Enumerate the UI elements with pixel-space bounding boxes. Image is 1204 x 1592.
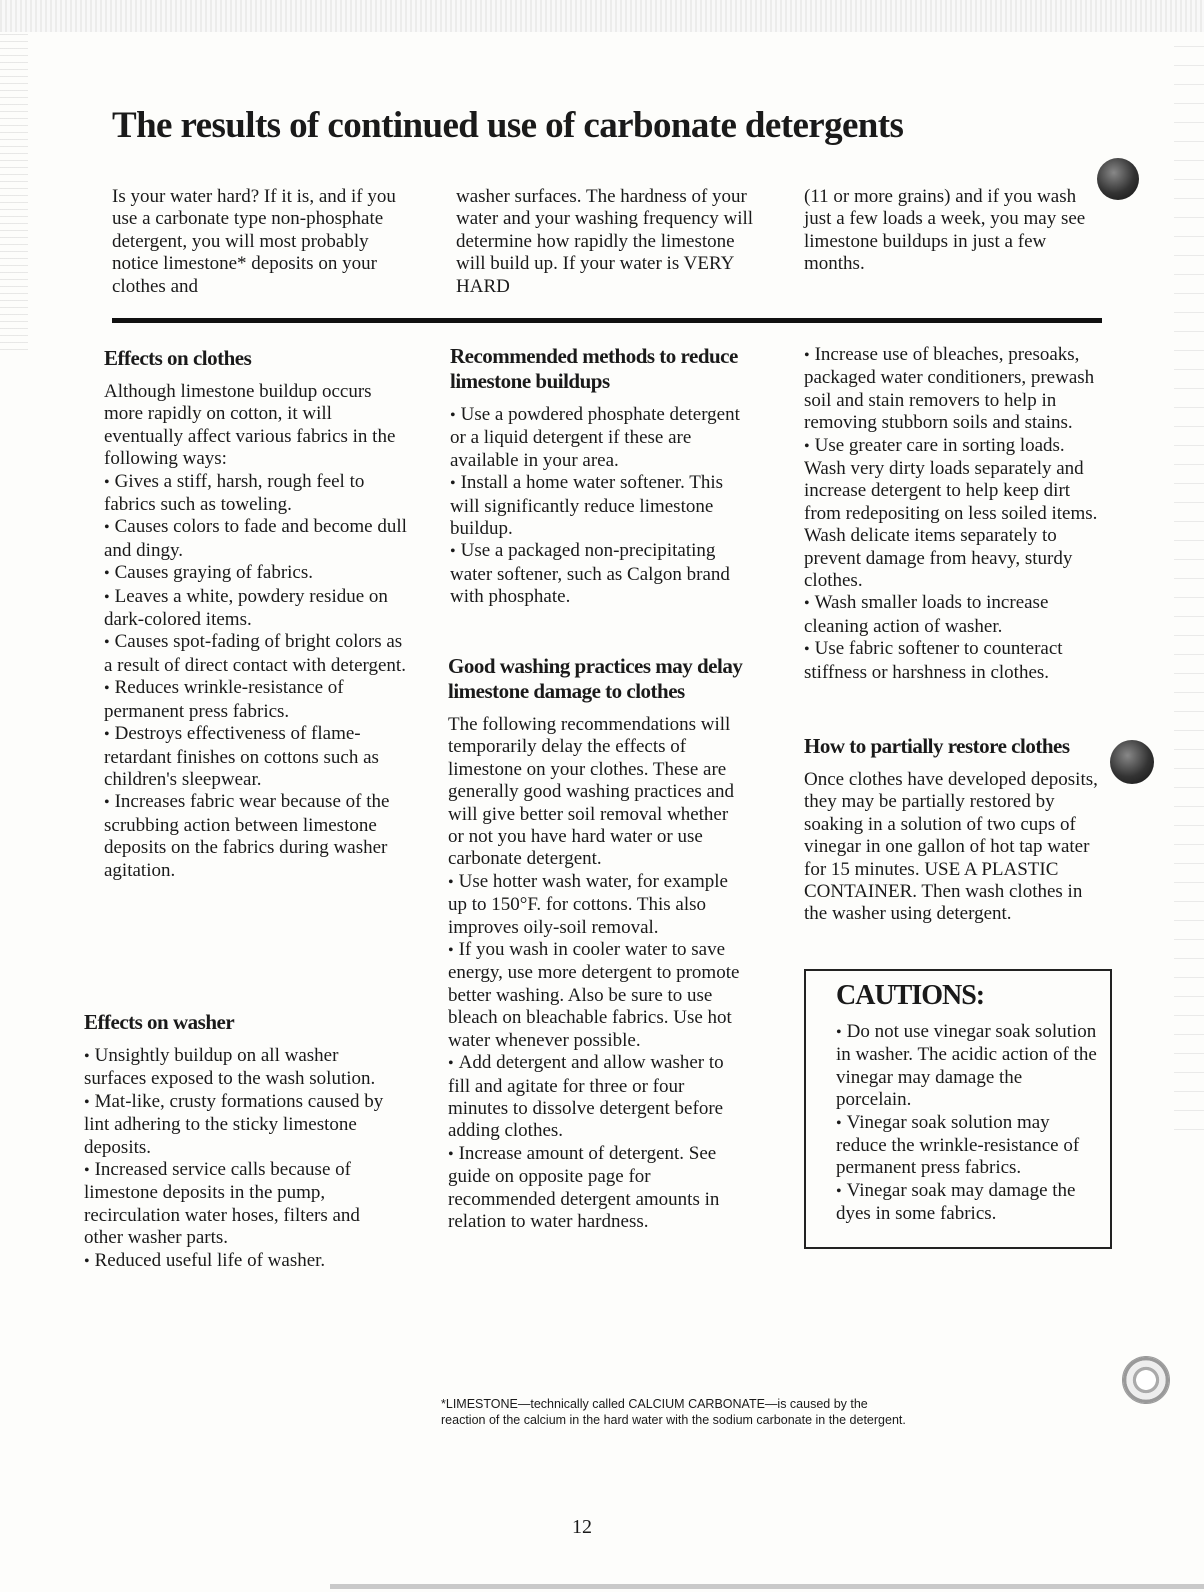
list-item: • Increased service calls because of limestone deposits in the pump, recirculation water hoses, filters and other washer parts.: [84, 1159, 394, 1250]
list-item: • Causes spot-fading of bright colors as a result of direct contact with detergent.: [104, 631, 414, 677]
good-practices-continued: [804, 344, 1106, 684]
list-item: • Gives a stiff, harsh, rough feel to fabrics such as toweling.: [104, 471, 414, 517]
footnote: [441, 1396, 1041, 1428]
effects-clothes-heading: Effects on clothes: [104, 346, 252, 370]
list-item: • Use a packaged non-precipitating water softener, such as Calgon brand with phosphate.: [450, 540, 750, 608]
page-number: 12: [572, 1516, 592, 1538]
scan-artifact-left: [0, 30, 28, 350]
list-item: • Reduces wrinkle-resistance of permanent press fabrics.: [104, 677, 414, 723]
list-item: • Increase use of bleaches, presoaks, packaged water conditioners, prewash soil and stain removers to help in removing stubborn soils and stains.: [804, 344, 1106, 435]
good-practices-heading: Good washing practices may delay limestone damage to clothes: [448, 654, 743, 703]
list-item: • Increases fabric wear because of the scrubbing action between limestone deposits on the fabrics during washer agitation.: [104, 791, 414, 882]
effects-washer-heading: Effects on washer: [84, 1010, 235, 1034]
cautions-box: [804, 969, 1112, 1249]
restore-heading: How to partially restore clothes: [804, 734, 1070, 758]
list-item: • Mat-like, crusty formations caused by lint adhering to the sticky limestone deposits.: [84, 1091, 394, 1159]
restore-text: Once clothes have developed deposits, they may be partially restored by soaking in a solution of two cups of vinegar in one gallon of hot tap water for 15 minutes. USE A PLASTIC CONTAINER. Then wash clothes in the washer using detergent.: [804, 769, 1098, 925]
good-practices-intro: The following recommendations will temporarily delay the effects of limestone on your clothes. These are generally good washing practices and will give better soil removal whether or not you have hard water or use carbonate detergent.: [448, 714, 734, 870]
intro-text-1: Is your water hard? If it is, and if you use a carbonate type non-phosphate detergent, you will most probably notice limestone* deposits on your clothes and: [112, 186, 396, 297]
intro-col-2: [456, 186, 756, 298]
footnote-line-2: reaction of the calcium in the hard water with the sodium carbonate in the detergent.: [441, 1413, 906, 1427]
list-item: • Destroys effectiveness of flame-retardant finishes on cottons such as children's sleepwear.: [104, 723, 414, 791]
scan-artifact-top: [0, 0, 1204, 32]
intro-col-1: [112, 186, 402, 298]
effects-clothes-intro: Although limestone buildup occurs more rapidly on cotton, it will eventually affect various fabrics in the following ways:: [104, 381, 396, 470]
list-item: • If you wash in cooler water to save energy, use more detergent to promote better washing. Also be sure to use bleach on bleachable fabrics. Use hot water whenever possible.: [448, 939, 748, 1052]
list-item: • Vinegar soak solution may reduce the wrinkle-resistance of permanent press fabrics.: [836, 1112, 1098, 1180]
list-item: • Add detergent and allow washer to fill and agitate for three or four minutes to dissolve detergent before adding clothes.: [448, 1052, 748, 1143]
intro-col-3: [804, 186, 1104, 276]
list-item: • Causes graying of fabrics.: [104, 562, 414, 585]
scan-artifact-right: [1174, 30, 1204, 1130]
page-title: The results of continued use of carbonate detergents: [112, 105, 904, 146]
list-item: • Use hotter wash water, for example up to 150°F. for cottons. This also improves oily-soil removal.: [448, 871, 748, 939]
list-item: • Use greater care in sorting loads. Wash very dirty loads separately and increase detergent to help keep dirt from redepositing on less soiled items. Wash delicate items separately to prevent damage from heavy, sturdy clothes.: [804, 435, 1106, 593]
binder-hole-icon: [1110, 740, 1154, 784]
effects-washer-section: [84, 1010, 394, 1273]
list-item: • Reduced useful life of washer.: [84, 1250, 394, 1273]
list-item: • Causes colors to fade and become dull and dingy.: [104, 516, 414, 562]
footnote-line-1: *LIMESTONE—technically called CALCIUM CARBONATE—is caused by the: [441, 1397, 868, 1411]
list-item: • Use a powdered phosphate detergent or a liquid detergent if these are available in your area.: [450, 404, 750, 472]
list-item: • Use fabric softener to counteract stiffness or harshness in clothes.: [804, 638, 1106, 684]
section-divider: [112, 318, 1102, 323]
binder-hole-icon: [1122, 1356, 1170, 1404]
scan-artifact-bottom: [330, 1584, 1204, 1589]
list-item: • Increase amount of detergent. See guide on opposite page for recommended detergent amounts in relation to water hardness.: [448, 1143, 748, 1234]
list-item: • Vinegar soak may damage the dyes in some fabrics.: [836, 1180, 1098, 1226]
cautions-heading: CAUTIONS:: [836, 980, 985, 1011]
list-item: • Do not use vinegar soak solution in washer. The acidic action of the vinegar may damage the porcelain.: [836, 1021, 1098, 1112]
good-practices-section: [448, 654, 748, 1233]
list-item: • Install a home water softener. This will significantly reduce limestone buildup.: [450, 472, 750, 540]
intro-text-2: washer surfaces. The hardness of your water and your washing frequency will determine how rapidly the limestone will build up. If your water is VERY HARD: [456, 186, 754, 297]
recommended-heading: Recommended methods to reduce limestone buildups: [450, 344, 738, 393]
effects-clothes-section: [104, 346, 414, 882]
list-item: • Unsightly buildup on all washer surfaces exposed to the wash solution.: [84, 1045, 394, 1091]
recommended-section: [450, 344, 750, 609]
binder-hole-icon: [1097, 158, 1139, 200]
restore-section: [804, 734, 1108, 926]
list-item: • Leaves a white, powdery residue on dark-colored items.: [104, 586, 414, 632]
list-item: • Wash smaller loads to increase cleaning action of washer.: [804, 592, 1106, 638]
intro-text-3: (11 or more grains) and if you wash just a few loads a week, you may see limestone buildups in just a few months.: [804, 186, 1086, 275]
